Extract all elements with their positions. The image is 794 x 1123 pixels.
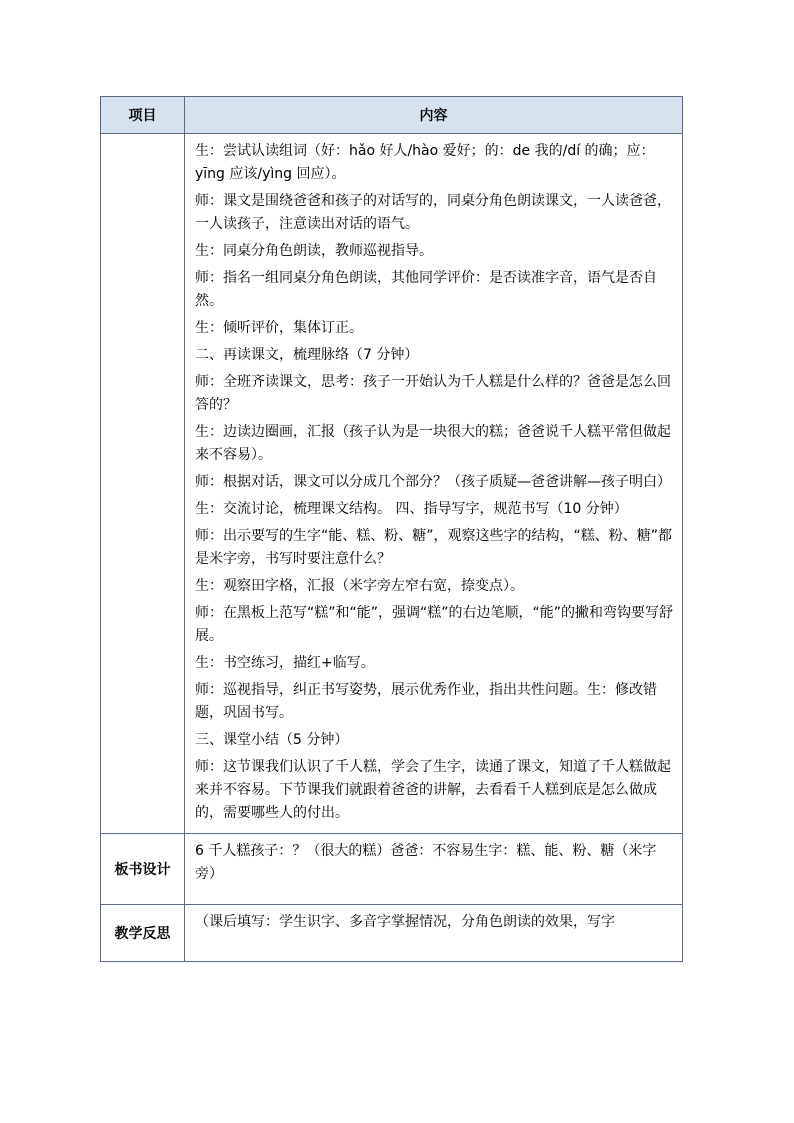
board-design-row [101,834,683,905]
process-paragraph: 生：书空练习，描红+临写。 [195,655,375,671]
board-design-content: 6 千人糕孩子：？（很大的糕）爸爸：不容易生字：糕、能、粉、糖（米字旁） [185,834,683,905]
process-paragraph: 师：巡视指导，纠正书写姿势，展示优秀作业，指出共性问题。生：修改错题，巩固书写。 [195,682,657,721]
process-paragraph: 师：出示要写的生字“能、糕、粉、糖”，观察这些字的结构，“糕、粉、糖”都是米字旁，书写时要注意什么？ [195,528,673,567]
process-paragraph: 生：观察田字格，汇报（米字旁左窄右宽，捺变点）。 [195,578,524,594]
lesson-plan-table [100,96,683,962]
process-paragraph: 生：同桌分角色朗读，教师巡视指导。 [195,243,433,259]
process-paragraph: 师：这节课我们认识了千人糕，学会了生字，读通了课文，知道了千人糕做起来并不容易。下节课我们就跟着爸爸的讲解，去看看千人糕到底是怎么做成的，需要哪些人的付出。 [195,759,671,821]
process-paragraph: 师：根据对话，课文可以分成几个部分？（孩子质疑—爸爸讲解—孩子明白） [195,474,671,490]
process-paragraph: 师：在黑板上范写“糕”和“能”，强调“糕”的右边笔顺，“能”的撇和弯钩要写舒展。 [195,605,674,644]
reflection-content: （课后填写：学生识字、多音字掌握情况，分角色朗读的效果，写字 [185,905,683,962]
table-header-row [101,97,683,134]
process-label-cell [101,134,185,834]
process-row [101,134,683,834]
section-heading: 二、再读课文，梳理脉络（7 分钟） [195,347,419,363]
process-paragraph: 生：交流讨论，梳理课文结构。 四、指导写字，规范书写（10 分钟） [195,501,628,517]
header-content: 内容 [185,97,683,134]
board-design-label: 板书设计 [101,834,185,905]
process-paragraph: 师：指名一组同桌分角色朗读，其他同学评价：是否读准字音，语气是否自然。 [195,270,657,309]
process-content-cell [185,134,683,834]
section-heading: 三、课堂小结（5 分钟） [195,732,349,748]
process-paragraph: 师：课文是围绕爸爸和孩子的对话写的，同桌分角色朗读课文，一人读爸爸，一人读孩子，注意读出对话的语气。 [195,193,671,232]
header-item: 项目 [101,97,185,134]
process-paragraph: 生：边读边圈画，汇报（孩子认为是一块很大的糕；爸爸说千人糕平常但做起来不容易）。 [195,424,671,463]
process-paragraph: 生：倾听评价，集体订正。 [195,320,363,336]
process-paragraph: 生：尝试认读组词（好：hǎo 好人/hào 爱好；的：de 我的/dí 的确；应：yīng 应该/yìng 回应）。 [195,143,655,182]
process-paragraph: 师：全班齐读课文，思考：孩子一开始认为千人糕是什么样的？爸爸是怎么回答的？ [195,374,671,413]
reflection-row [101,905,683,962]
reflection-label: 教学反思 [101,905,185,962]
